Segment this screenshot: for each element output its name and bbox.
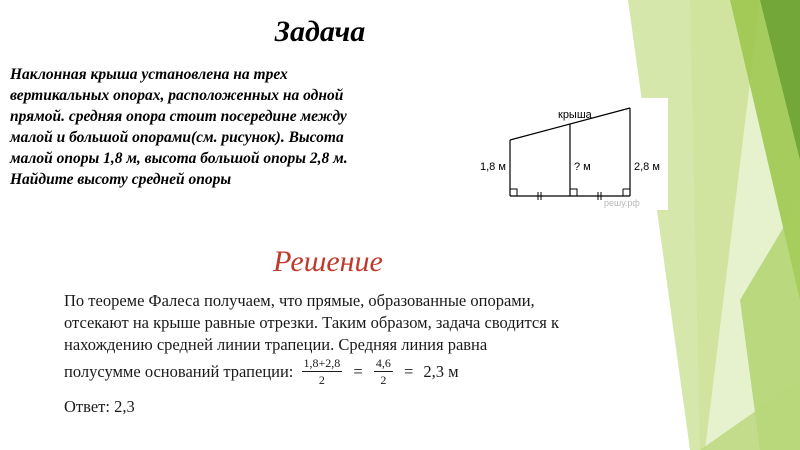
problem-text	[10, 64, 460, 190]
left-height-label: 1,8 м	[480, 161, 506, 173]
fraction-total	[374, 356, 393, 387]
equals-sign: =	[403, 361, 414, 381]
figure-watermark: решу.рф	[604, 198, 640, 208]
problem-line: Наклонная крыша установлена на трех	[10, 66, 288, 83]
roof-diagram	[478, 98, 668, 210]
fraction-total-numerator: 4,6	[375, 356, 391, 370]
roof-figure	[478, 98, 668, 210]
fraction-sum	[302, 356, 343, 387]
problem-line: малой и большой опорами(см. рисунок). Высота	[10, 129, 344, 146]
middle-height-label: ? м	[574, 161, 591, 173]
formula-line	[64, 356, 664, 392]
slide-title: Задача	[274, 15, 366, 48]
answer: Ответ: 2,3	[64, 397, 135, 416]
solution-line: отсекают на крыше равные отрезки. Таким образом, задача сводится к	[64, 313, 559, 332]
right-height-label: 2,8 м	[634, 161, 660, 173]
right-angle-middle	[570, 189, 577, 196]
solution-text	[64, 290, 664, 418]
problem-line: малой опоры 1,8 м, высота большой опоры 2,8 м.	[10, 150, 348, 167]
formula-result: 2,3 м	[423, 361, 459, 381]
fraction-total-denominator: 2	[380, 373, 387, 387]
equals-sign: =	[353, 361, 363, 381]
formula-lead: полусумме оснований трапеции:	[64, 361, 294, 381]
roof-label: крыша	[558, 109, 592, 121]
problem-line: вертикальных опорах, расположенных на одной	[10, 87, 344, 104]
right-angle-left	[510, 189, 517, 196]
fraction-sum-numerator: 1,8+2,8	[303, 356, 341, 370]
fraction-sum-denominator: 2	[318, 373, 325, 387]
solution-title: Решение	[273, 245, 383, 278]
solution-line: нахождению средней линии трапеции. Средняя линия равна	[64, 335, 488, 354]
problem-line: Найдите высоту средней опоры	[10, 171, 232, 188]
solution-line: По теореме Фалеса получаем, что прямые, образованные опорами,	[64, 291, 535, 310]
problem-line: прямой. средняя опора стоит посередине между	[10, 108, 347, 125]
